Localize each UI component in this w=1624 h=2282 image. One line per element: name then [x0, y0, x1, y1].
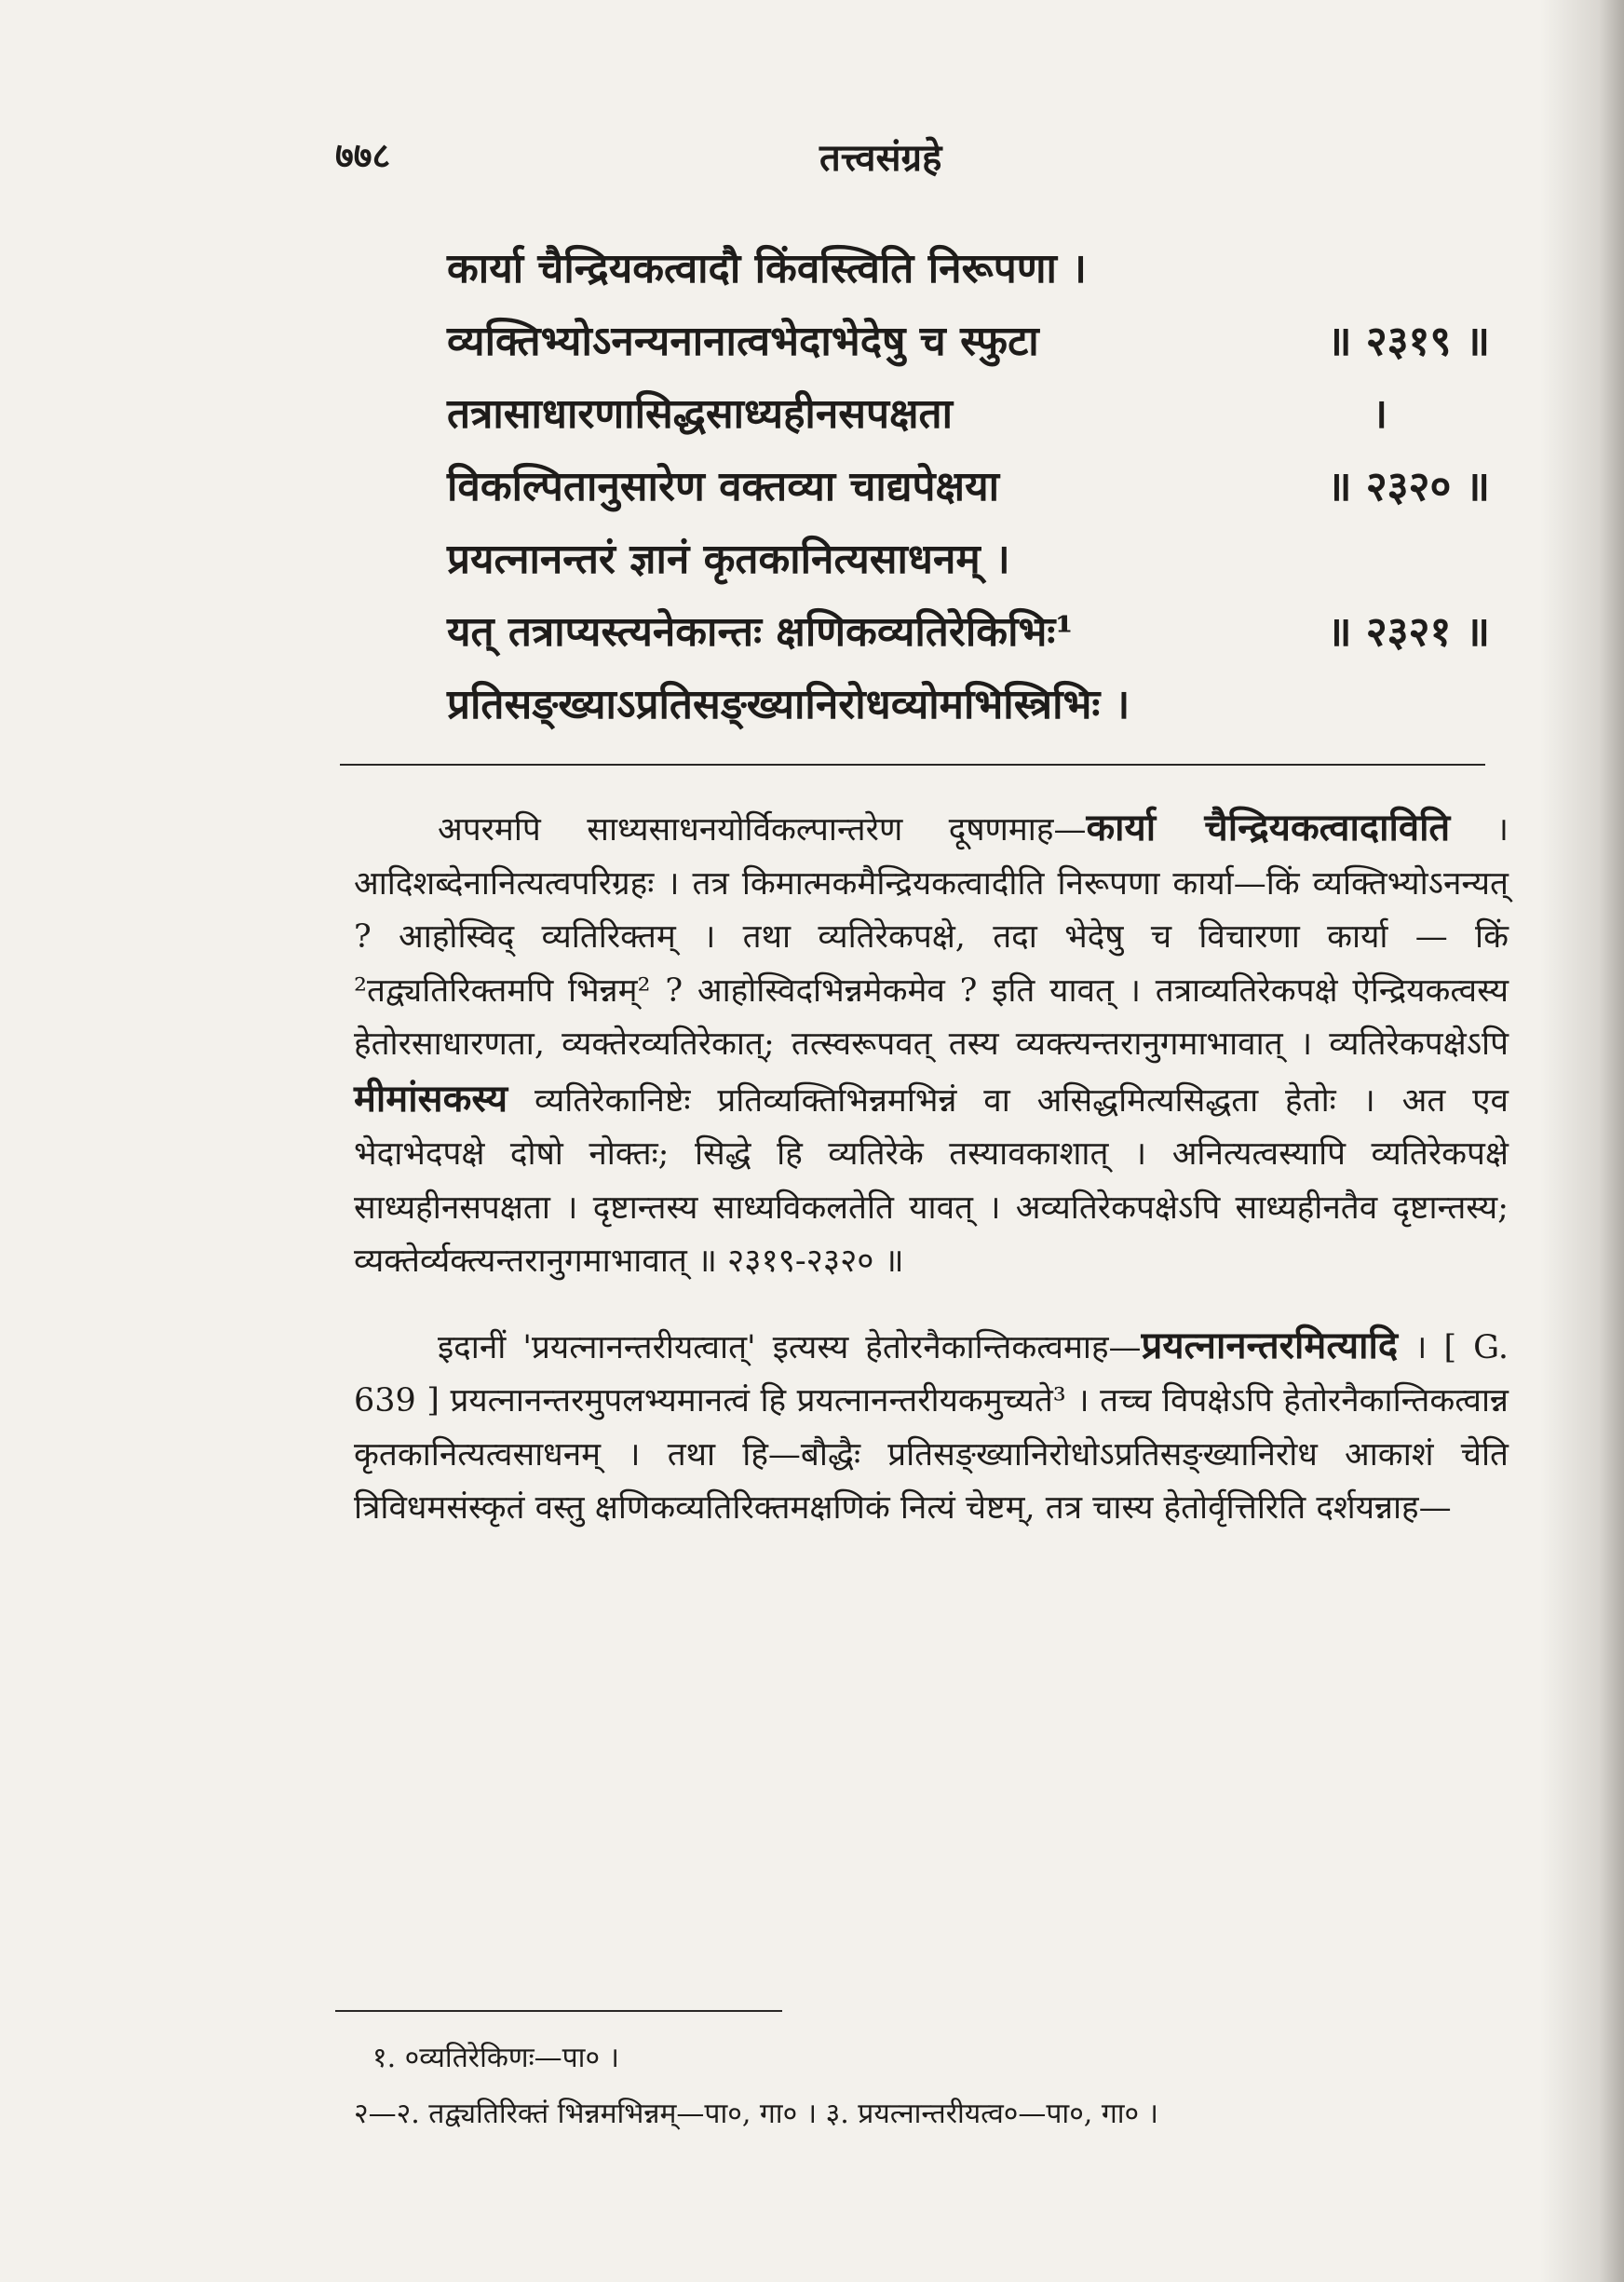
lemma: कार्या चैन्द्रियकत्वादाविति [1086, 806, 1451, 849]
footnote-divider [335, 2010, 782, 2012]
footnotes [354, 2031, 1509, 2142]
emphasis: मीमांसकस्य [354, 1076, 508, 1121]
commentary-text: । [ G. 639 ] प्रयत्नानन्तरमुपलभ्यमानत्वं हि प्रयत्नानन्तरीयकमुच्यते³ । तच्च विपक्षेऽपि हेतोरनैकान्तिकत्वान्न कृतकानित्यत्वसाधनम् । तथा हि—बौद्धैः प्रतिसङ्ख्यानिरोधोऽप्रतिसङ्ख्यानिरोध आकाशं चेति त्रिविधमसंस्कृतं वस्तु क्षणिकव्यतिरिक्तमक्षणिकं नित्यं चेष्टम्, तत्र चास्य हेतोर्वृत्तिरिति दर्शयन्नाह— [354, 1328, 1509, 1527]
verse-danda: । [1372, 390, 1387, 438]
commentary-text: इदानीं 'प्रयत्नानन्तरीयत्वात्' इत्यस्य हेतोरनैकान्तिकत्वमाह— [438, 1328, 1142, 1366]
footnote: २—२. तद्व्यतिरिक्तं भिन्नमभिन्नम्—पा०, गा० । ३. प्रयत्नान्तरीयत्व०—पा०, गा० । [354, 2098, 1159, 2130]
page-header [335, 130, 1527, 186]
verse-text: प्रतिसङ्ख्याऽप्रतिसङ्ख्यानिरोधव्योमभिस्त्रिभिः । [447, 681, 1130, 728]
verse-line [447, 451, 1490, 523]
verse-number: ॥ २३१९ ॥ [1327, 318, 1490, 365]
verse-line [447, 596, 1490, 669]
commentary-text: व्यतिरेकानिष्टेः प्रतिव्यक्तिभिन्नमभिन्नं वा असिद्धमित्यसिद्धता हेतोः । अत एव भेदाभेदपक्षे दोषो नोक्तः; सिद्धे हि व्यतिरेके तस्यावकाशात् । अनित्यत्वस्यापि व्यतिरेकपक्षे साध्यहीनसपक्षता । दृष्टान्तस्य साध्यविकलतेति यावत् । अव्यतिरेकपक्षेऽपि साध्यहीनतैव दृष्टान्तस्य; व्यक्तेर्व्यक्त्यन्तरानुगमाभावात् ॥ २३१९-२३२० ॥ [354, 1081, 1509, 1280]
verse-text: विकल्पितानुसारेण वक्तव्या चाद्यपेक्षया [447, 463, 999, 510]
verse-number: ॥ २३२० ॥ [1327, 463, 1490, 510]
verse-text: प्रयत्नानन्तरं ज्ञानं कृतकानित्यसाधनम् । [447, 536, 1010, 583]
scan-edge-shadow [1540, 0, 1624, 2282]
verse-block [447, 233, 1490, 741]
verse-text: व्यक्तिभ्योऽनन्यनानात्वभेदाभेदेषु च स्फुटा [447, 318, 1039, 365]
commentary-paragraph [354, 1319, 1509, 1536]
verse-line [447, 523, 1490, 596]
verse-line [447, 306, 1490, 378]
verse-line [447, 669, 1490, 741]
page-number: ७७८ [335, 134, 391, 176]
running-title: तत्त्वसंग्रहे [819, 136, 942, 180]
verse-text: यत् तत्राप्यस्त्यनेकान्तः क्षणिकव्यतिरेकिभिः¹ [447, 608, 1074, 656]
commentary-text: । आदिशब्देनानित्यत्वपरिग्रहः । तत्र किमात्मकमैन्द्रियकत्वादीति निरूपणा कार्या—किं व्यक्तिभ्योऽनन्यत् ? आहोस्विद् व्यतिरिक्तम् । तथा व्यतिरेकपक्षे, तदा भेदेषु च विचारणा कार्या — किं ²तद्व्यतिरिक्तमपि भिन्नम्² ? आहोस्विदभिन्नमेकमेव ? इति यावत् । तत्राव्यतिरेकपक्षे ऐन्द्रियकत्वस्य हेतोरसाधारणता, व्यक्तेरव्यतिरेकात्; तत्स्वरूपवत् तस्य व्यक्त्यन्तरानुगमाभावात् । व्यतिरेकपक्षेऽपि [354, 811, 1509, 1063]
verse-line [447, 233, 1490, 306]
verse-text: तत्रासाधारणासिद्धसाध्यहीनसपक्षता [447, 390, 954, 438]
verse-number: ॥ २३२१ ॥ [1327, 608, 1490, 656]
commentary-paragraph [354, 801, 1509, 1289]
commentary-text: अपरमपि साध्यसाधनयोर्विकल्पान्तरेण दूषणमाह— [438, 811, 1087, 849]
verse-text: कार्या चैन्द्रियकत्वादौ किंवस्त्विति निरूपणा । [447, 245, 1087, 292]
lemma: प्रयत्नानन्तरमित्यादि [1141, 1323, 1399, 1367]
commentary-block [354, 801, 1509, 1536]
footnote: १. ०व्यतिरेकिणः—पा० । [372, 2042, 619, 2074]
verse-line [447, 378, 1490, 451]
section-divider [340, 764, 1485, 766]
